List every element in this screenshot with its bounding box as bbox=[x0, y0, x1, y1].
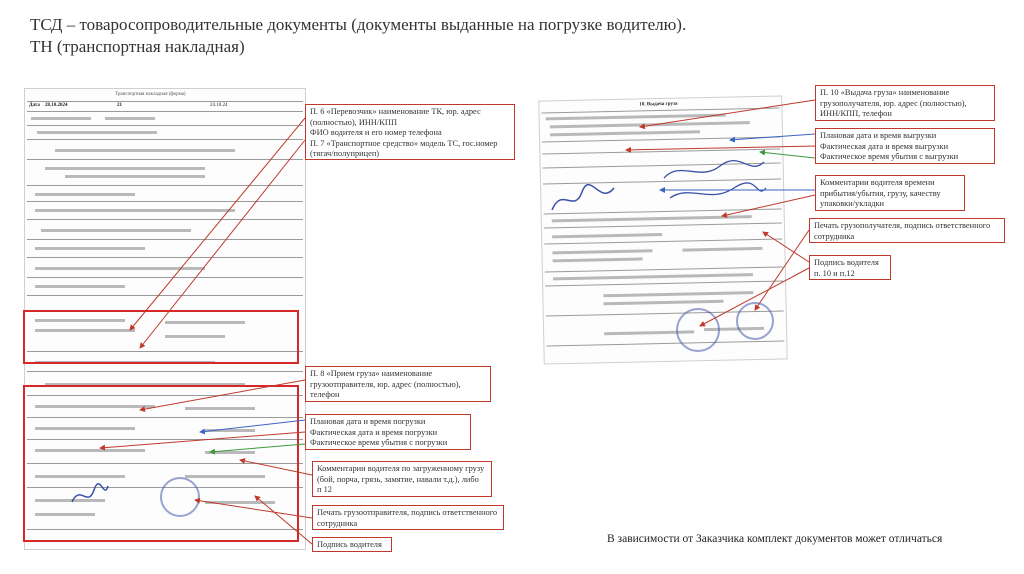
arrow-shipper-stamp bbox=[195, 500, 312, 518]
arrow-unloading-departure bbox=[760, 152, 815, 158]
arrow-cargo-delivery bbox=[640, 100, 815, 127]
arrow-carrier-2 bbox=[140, 140, 305, 348]
callout-driver-comments-loading: Комментарии водителя по загруженному грузу (бой, порча, грязь, замятие, навали т.д.), либо п 12 bbox=[312, 461, 492, 497]
callout-loading-times: Плановая дата и время погрузки Фактическая дата и время погрузки Фактическое время убытия с погрузки bbox=[305, 414, 471, 450]
callout-driver-signature-2: Подпись водителя п. 10 и п.12 bbox=[809, 255, 891, 280]
arrow-driver-signature-2a bbox=[763, 232, 809, 262]
callout-carrier: П. 6 «Перевозчик» наименование ТК, юр. адрес (полностью), ИНН/КПП ФИО водителя и его номер телефона П. 7 «Транспортное средство» модель ТС, гос.номер (тягач/полуприцеп) bbox=[305, 104, 515, 160]
callout-cargo-receipt: П. 8 «Прием груза» наименование грузоотправителя, юр. адрес (полностью), телефон bbox=[305, 366, 491, 402]
arrow-loading-planned bbox=[200, 420, 305, 432]
left-doc-date: 28.10.2024 bbox=[45, 103, 68, 108]
arrow-cargo-receipt bbox=[140, 380, 305, 410]
arrow-consignee-stamp bbox=[755, 230, 809, 310]
arrow-driver-signature-2b bbox=[700, 268, 809, 326]
callout-unloading-times: Плановая дата и время выгрузки Фактическая дата и время выгрузки Фактическое время убытия с выгрузки bbox=[815, 128, 995, 164]
callout-driver-comments-unloading: Комментарии водителя времени прибытия/убытия, грузу, качеству упаковки/укладки bbox=[815, 175, 965, 211]
title-line-2: ТН (транспортная накладная) bbox=[30, 37, 245, 56]
callout-consignee-stamp: Печать грузополучателя, подпись ответственного сотрудника bbox=[809, 218, 1005, 243]
callout-shipper-stamp: Печать грузоотправителя, подпись ответственного сотрудника bbox=[312, 505, 504, 530]
arrow-comments-unloading-2 bbox=[722, 195, 815, 216]
arrow-loading-actual bbox=[100, 432, 305, 448]
arrow-carrier-1 bbox=[130, 118, 305, 330]
arrow-driver-signature bbox=[255, 496, 312, 544]
callout-cargo-delivery: П. 10 «Выдача груза» наименование грузополучателя, юр. адрес (полностью), ИНН/КПП, телефон bbox=[815, 85, 995, 121]
left-doc-date-label: Дата bbox=[29, 103, 40, 108]
arrow-unloading-actual bbox=[626, 146, 815, 150]
left-doc-date-2: 24.10.24 bbox=[210, 103, 228, 108]
arrow-loading-departure bbox=[210, 444, 305, 452]
callout-driver-signature: Подпись водителя bbox=[312, 537, 392, 552]
right-doc-header: 10. Выдача груза bbox=[639, 101, 678, 108]
arrow-comments-loading bbox=[240, 460, 312, 475]
footnote: В зависимости от Заказчика комплект документов может отличаться bbox=[607, 533, 943, 545]
left-doc-number: 21 bbox=[117, 103, 122, 108]
title-line-1: ТСД – товаросопроводительные документы (документы выданные на погрузке водителю). bbox=[30, 15, 687, 34]
arrow-unloading-planned bbox=[730, 134, 815, 140]
left-doc-header: Транспортная накладная (форма) bbox=[115, 92, 186, 97]
